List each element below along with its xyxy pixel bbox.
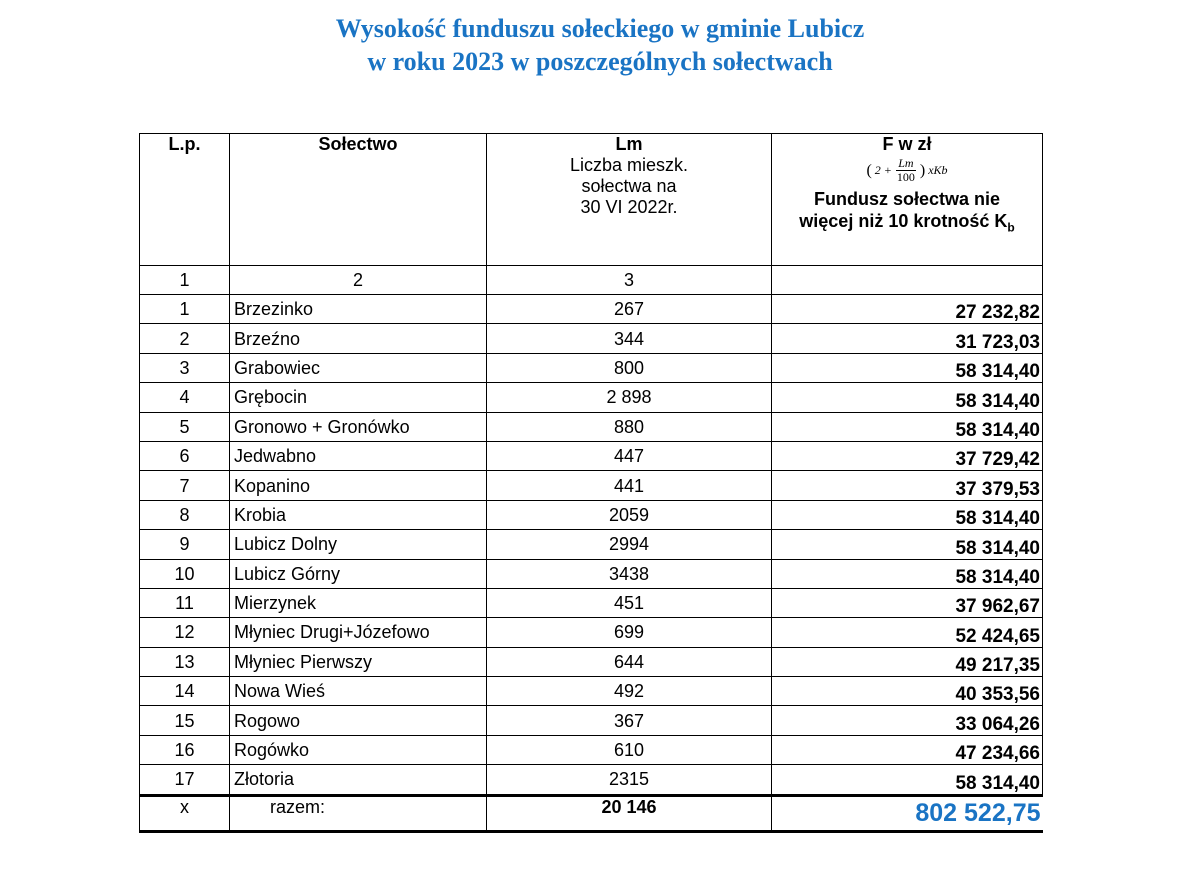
row-lp: 1	[140, 295, 230, 324]
row-name: Rogowo	[230, 706, 487, 735]
title-line-1: Wysokość funduszu sołeckiego w gminie Lubicz	[335, 14, 865, 43]
row-f: 33 064,26	[772, 706, 1043, 735]
table-row	[140, 677, 1043, 706]
formula-right: xKb	[928, 163, 948, 177]
header-lp	[140, 134, 230, 266]
row-name: Brzezinko	[230, 295, 487, 324]
header-lm-desc-1: Liczba mieszk.	[569, 155, 689, 175]
row-name: Jedwabno	[230, 441, 487, 470]
row-lp: 7	[140, 471, 230, 500]
header-f-desc-1: Fundusz sołectwa nie	[813, 189, 1001, 209]
row-lm: 447	[487, 441, 772, 470]
row-f: 58 314,40	[772, 500, 1043, 529]
total-f: 802 522,75	[772, 795, 1043, 831]
row-lm: 492	[487, 677, 772, 706]
table-row	[140, 441, 1043, 470]
row-name: Gronowo + Gronówko	[230, 412, 487, 441]
row-lp: 16	[140, 735, 230, 764]
row-f: 47 234,66	[772, 735, 1043, 764]
row-f: 52 424,65	[772, 618, 1043, 647]
total-label: razem:	[230, 795, 487, 831]
header-f	[772, 134, 1043, 266]
table-row	[140, 618, 1043, 647]
row-name: Lubicz Dolny	[230, 530, 487, 559]
table-row	[140, 324, 1043, 353]
row-lm: 2315	[487, 765, 772, 795]
table-row	[140, 530, 1043, 559]
header-lm-desc-3: 30 VI 2022r.	[580, 197, 678, 217]
row-f: 58 314,40	[772, 412, 1043, 441]
table-body	[140, 295, 1043, 796]
header-lm-desc-2: sołectwa na	[581, 176, 677, 196]
row-f: 31 723,03	[772, 324, 1043, 353]
table-row	[140, 383, 1043, 412]
formula-numerator: Lm	[898, 156, 914, 170]
row-name: Grabowiec	[230, 353, 487, 382]
row-lp: 13	[140, 647, 230, 676]
header-lp-label: L.p.	[168, 134, 201, 154]
row-name: Lubicz Górny	[230, 559, 487, 588]
row-name: Nowa Wieś	[230, 677, 487, 706]
row-lp: 5	[140, 412, 230, 441]
formula-close-paren: )	[919, 162, 926, 179]
row-lm: 441	[487, 471, 772, 500]
header-lm	[487, 134, 772, 266]
row-lm: 2059	[487, 500, 772, 529]
row-f: 58 314,40	[772, 353, 1043, 382]
row-f: 58 314,40	[772, 559, 1043, 588]
row-f: 58 314,40	[772, 383, 1043, 412]
header-solectwo-label: Sołectwo	[318, 134, 398, 154]
table-row	[140, 588, 1043, 617]
row-name: Młyniec Drugi+Józefowo	[230, 618, 487, 647]
row-lm: 451	[487, 588, 772, 617]
header-f-desc-2	[772, 210, 1042, 239]
header-row	[140, 134, 1043, 266]
header-lm-title: Lm	[615, 134, 643, 154]
row-lp: 14	[140, 677, 230, 706]
row-name: Grębocin	[230, 383, 487, 412]
row-lm: 800	[487, 353, 772, 382]
row-lm: 3438	[487, 559, 772, 588]
row-f: 58 314,40	[772, 530, 1043, 559]
row-lp: 4	[140, 383, 230, 412]
formula-fraction	[895, 157, 917, 184]
title-line-2: w roku 2023 w poszczególnych sołectwach	[367, 47, 833, 76]
row-lm: 880	[487, 412, 772, 441]
header-f-desc-sub: b	[1007, 220, 1015, 235]
header-solectwo	[230, 134, 487, 266]
row-lp: 6	[140, 441, 230, 470]
row-name: Kopanino	[230, 471, 487, 500]
row-lm: 2 898	[487, 383, 772, 412]
row-lp: 17	[140, 765, 230, 795]
table-row	[140, 471, 1043, 500]
table-row	[140, 765, 1043, 795]
row-name: Mierzynek	[230, 588, 487, 617]
formula-denominator: 100	[896, 170, 915, 184]
row-lp: 2	[140, 324, 230, 353]
table-row	[140, 412, 1043, 441]
row-lm: 644	[487, 647, 772, 676]
total-row	[140, 795, 1043, 831]
row-lp: 10	[140, 559, 230, 588]
column-number	[772, 266, 1043, 295]
table-row	[140, 735, 1043, 764]
row-lp: 11	[140, 588, 230, 617]
row-lp: 9	[140, 530, 230, 559]
row-name: Brzeźno	[230, 324, 487, 353]
column-number-row	[140, 266, 1043, 295]
row-name: Złotoria	[230, 765, 487, 795]
row-lm: 344	[487, 324, 772, 353]
row-name: Młyniec Pierwszy	[230, 647, 487, 676]
row-lp: 15	[140, 706, 230, 735]
column-number: 1	[140, 266, 230, 295]
table-row	[140, 559, 1043, 588]
row-f: 27 232,82	[772, 295, 1043, 324]
row-lm: 367	[487, 706, 772, 735]
row-lp: 12	[140, 618, 230, 647]
row-f: 40 353,56	[772, 677, 1043, 706]
table-row	[140, 647, 1043, 676]
row-f: 37 962,67	[772, 588, 1043, 617]
table-row	[140, 706, 1043, 735]
row-lm: 2994	[487, 530, 772, 559]
total-lm: 20 146	[487, 795, 772, 831]
row-lp: 3	[140, 353, 230, 382]
row-f: 37 729,42	[772, 441, 1043, 470]
row-f: 58 314,40	[772, 765, 1043, 795]
fund-table	[139, 133, 1043, 833]
row-f: 37 379,53	[772, 471, 1043, 500]
row-lp: 8	[140, 500, 230, 529]
row-name: Rogówko	[230, 735, 487, 764]
column-number: 2	[230, 266, 487, 295]
row-lm: 267	[487, 295, 772, 324]
row-lm: 699	[487, 618, 772, 647]
column-number: 3	[487, 266, 772, 295]
formula-open-paren: (	[866, 162, 872, 179]
header-f-desc-2-text: więcej niż 10 krotność K	[799, 211, 1008, 231]
page-title	[0, 12, 1200, 78]
table-row	[140, 295, 1043, 324]
header-f-title: F w zł	[882, 134, 932, 154]
row-lm: 610	[487, 735, 772, 764]
table-row	[140, 500, 1043, 529]
row-name: Krobia	[230, 500, 487, 529]
formula	[866, 157, 947, 184]
formula-left: 2 +	[874, 163, 892, 177]
table-row	[140, 353, 1043, 382]
row-f: 49 217,35	[772, 647, 1043, 676]
total-lp: x	[140, 795, 230, 831]
